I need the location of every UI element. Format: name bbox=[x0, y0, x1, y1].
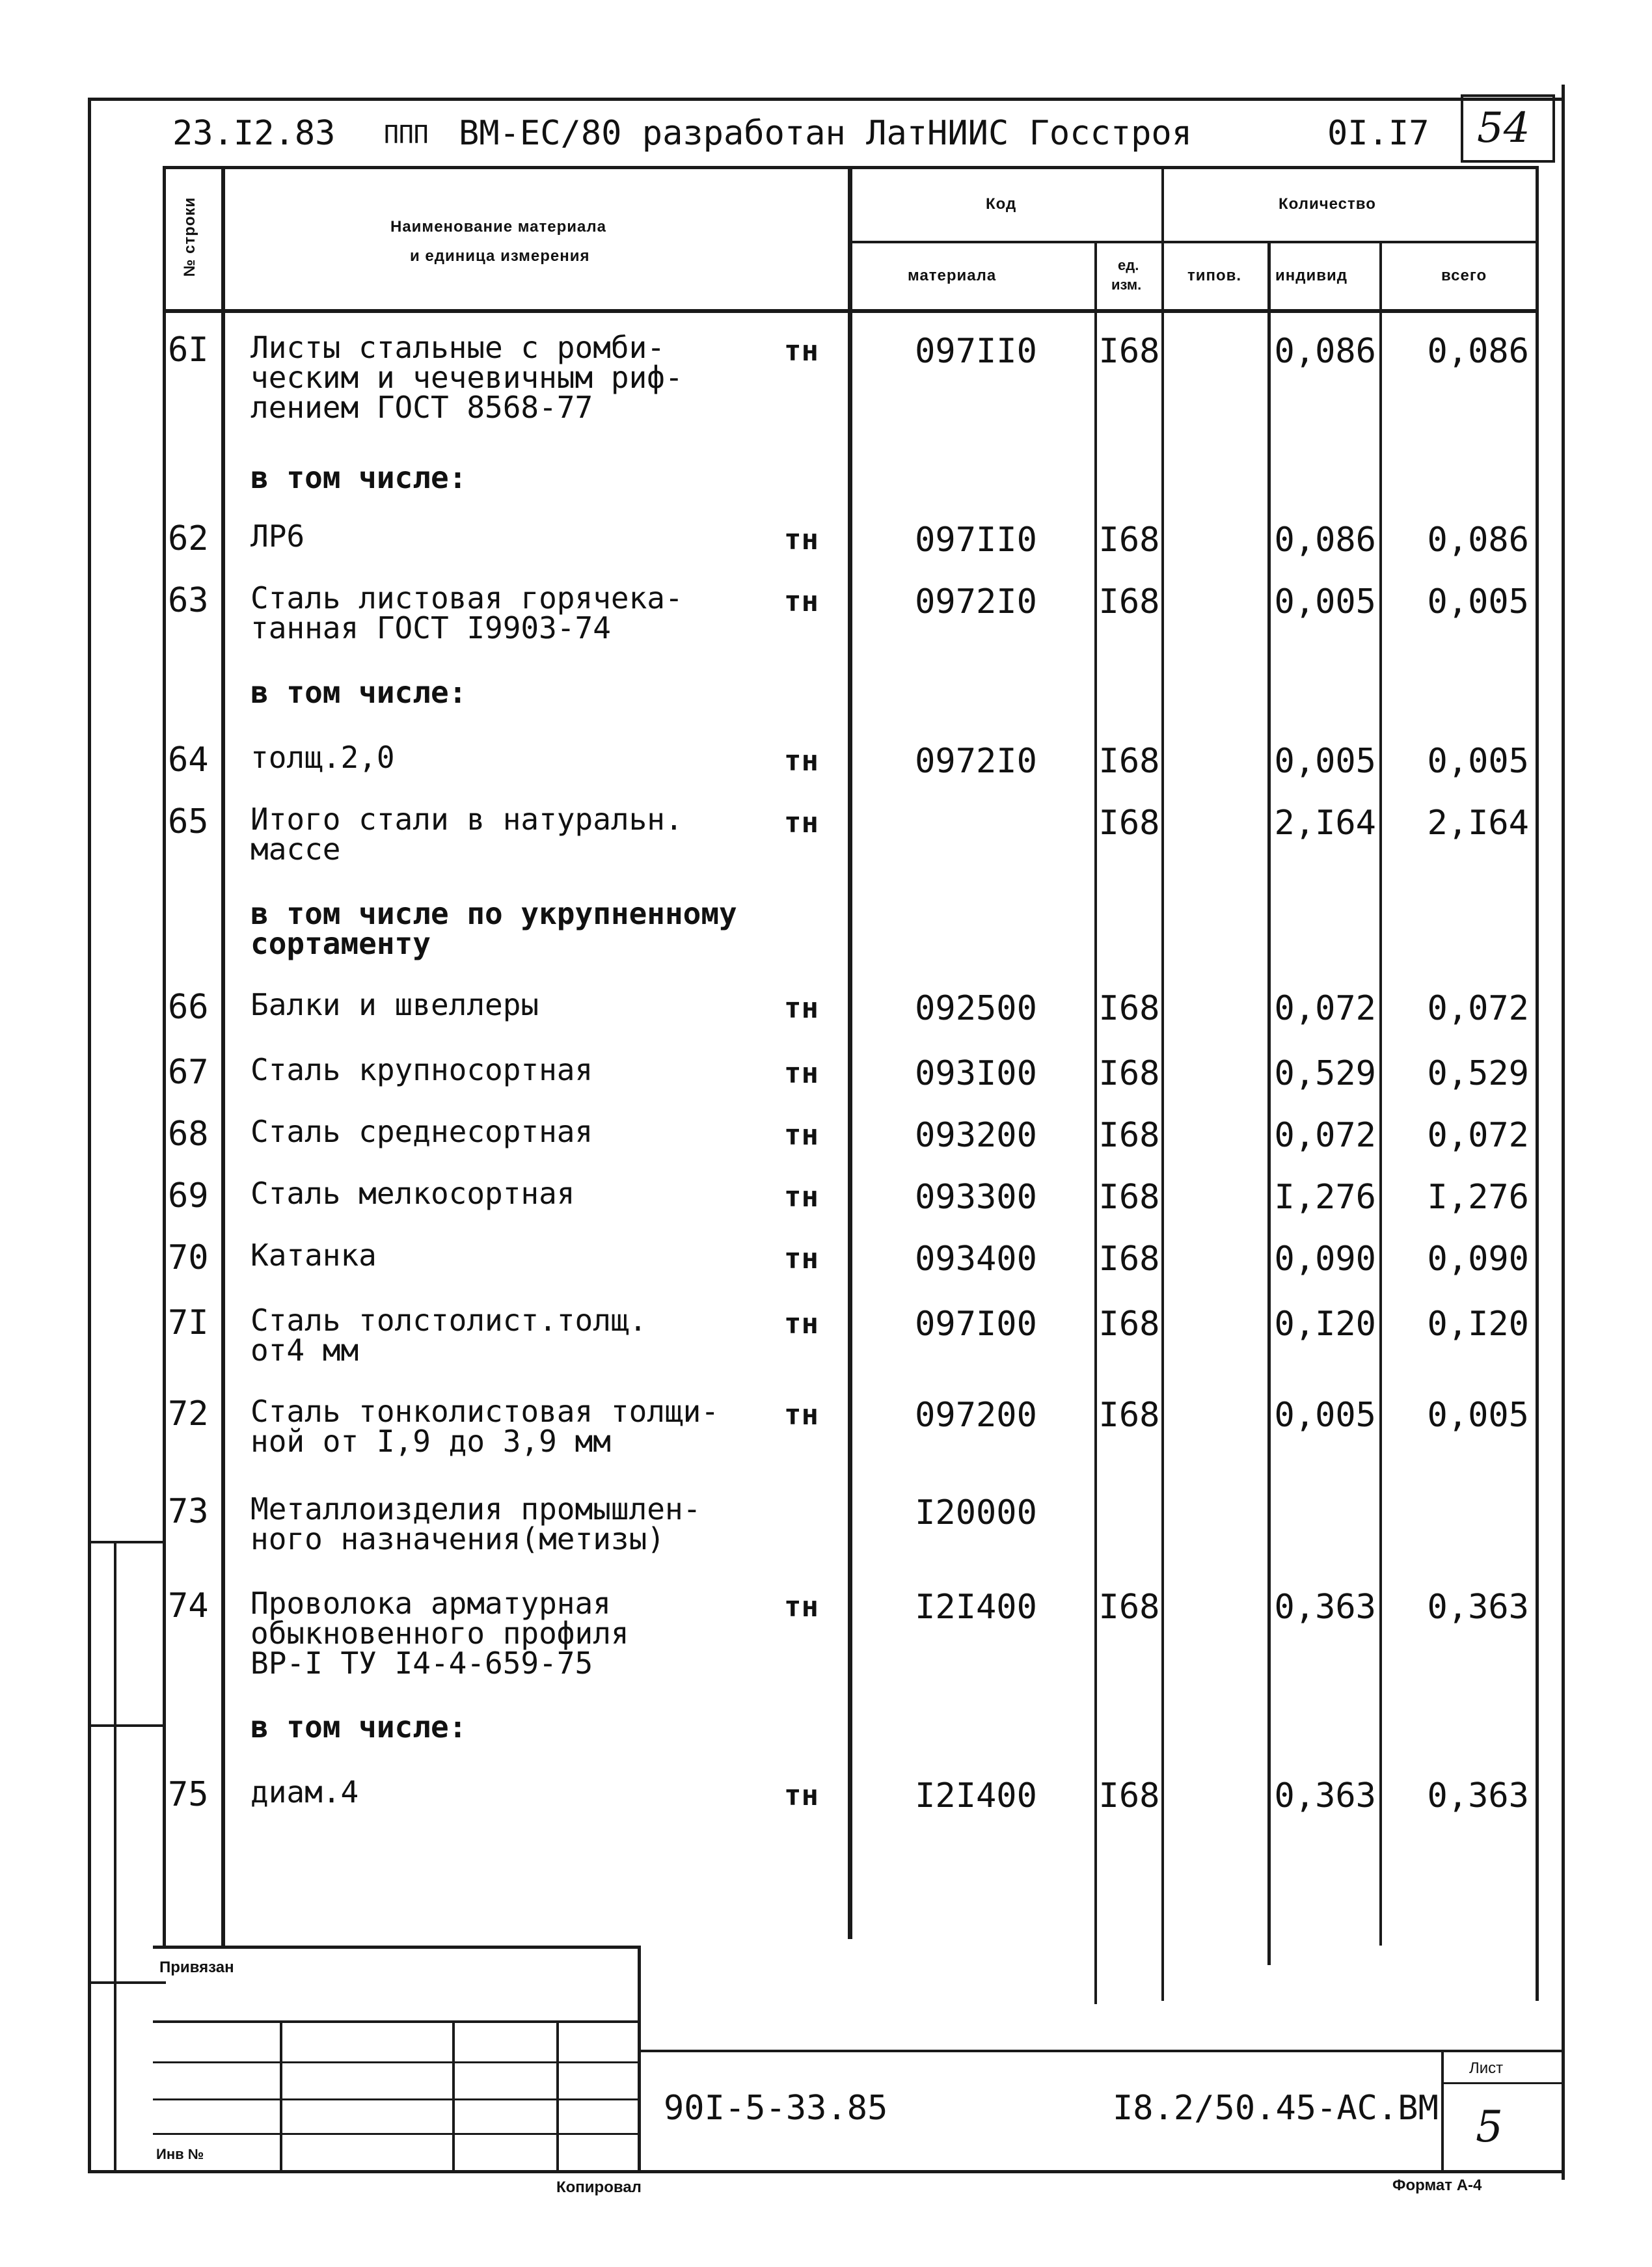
cell-ind: 0,005 bbox=[1274, 582, 1376, 621]
cell-code: 093200 bbox=[915, 1116, 1037, 1155]
header-mark: ППП bbox=[384, 120, 429, 149]
header-subline bbox=[848, 241, 1537, 243]
stamp-grid-4 bbox=[153, 2133, 641, 2135]
stamp-top bbox=[153, 1946, 641, 1949]
material-name-line: Листы стальные с ромби- bbox=[251, 330, 665, 365]
material-name-line: Сталь листовая горячека- bbox=[251, 580, 683, 616]
header-page-handwritten: 54 bbox=[1477, 104, 1530, 152]
header-qty-group: Количество bbox=[1279, 195, 1376, 213]
cell-uom: I68 bbox=[1098, 332, 1160, 371]
material-name-line: ческим и чечевичным риф- bbox=[251, 360, 683, 395]
unit-text: тн bbox=[784, 1119, 819, 1152]
cell-code: 093400 bbox=[915, 1240, 1037, 1279]
cell-tot: 0,072 bbox=[1427, 1116, 1529, 1155]
material-name-line: танная ГОСТ I9903-74 bbox=[251, 610, 611, 645]
row-number: 73 bbox=[168, 1492, 209, 1531]
row-number: 68 bbox=[168, 1115, 209, 1154]
row-number: 62 bbox=[168, 519, 209, 558]
row-number: 75 bbox=[168, 1775, 209, 1814]
material-name-line: лением ГОСТ 8568-77 bbox=[251, 390, 593, 425]
cell-ind: I,276 bbox=[1274, 1178, 1376, 1217]
margin-low-line bbox=[88, 1981, 166, 1984]
cell-ind: 0,529 bbox=[1274, 1054, 1376, 1093]
unit-text: тн bbox=[784, 744, 819, 778]
stamp-doc-code: 90I-5-33.85 bbox=[664, 2089, 888, 2128]
material-name-line: толщ.2,0 bbox=[251, 740, 395, 775]
material-name-line: Сталь мелкосортная bbox=[251, 1176, 575, 1211]
row-number: 67 bbox=[168, 1053, 209, 1092]
row-number: 64 bbox=[168, 740, 209, 780]
row-number: 72 bbox=[168, 1394, 209, 1433]
subheading-text: в том числе: bbox=[251, 460, 467, 495]
material-name-line: Металлоизделия промышлен- bbox=[251, 1491, 701, 1527]
cell-ind: 0,I20 bbox=[1274, 1305, 1376, 1344]
row-number: 74 bbox=[168, 1586, 209, 1625]
stamp-project-code: I8.2/50.45-АС.ВМ bbox=[1113, 2089, 1439, 2128]
header-name-line1: Наименование материала bbox=[390, 218, 606, 236]
cell-tot: 0,005 bbox=[1427, 742, 1529, 781]
unit-text: тн bbox=[784, 334, 819, 368]
stamp-sheet-mid bbox=[1441, 2082, 1565, 2084]
material-name-line: Сталь среднесортная bbox=[251, 1114, 593, 1149]
cell-uom: I68 bbox=[1098, 1305, 1160, 1344]
material-name-line: обыкновенного профиля bbox=[251, 1616, 629, 1651]
stamp-attached-label: Привязан bbox=[159, 1959, 234, 1976]
header-qty-individual: индивид bbox=[1275, 267, 1347, 284]
frame-top bbox=[88, 98, 1565, 101]
cell-ind: 0,072 bbox=[1274, 1116, 1376, 1155]
cell-uom: I68 bbox=[1098, 804, 1160, 843]
stamp-grid-v2 bbox=[452, 2020, 455, 2173]
header-date: 23.I2.83 bbox=[172, 114, 336, 153]
cell-code: 0972I0 bbox=[915, 742, 1037, 781]
subheading-text: в том числе по укрупненному bbox=[251, 896, 737, 931]
cell-code: 092500 bbox=[915, 989, 1037, 1028]
material-name-line: Балки и швеллеры bbox=[251, 987, 539, 1022]
unit-text: тн bbox=[784, 992, 819, 1025]
col-uom-divider bbox=[1094, 241, 1097, 2004]
cell-code: I20000 bbox=[915, 1493, 1037, 1532]
cell-code: I2I400 bbox=[915, 1588, 1037, 1627]
cell-ind: 0,005 bbox=[1274, 742, 1376, 781]
cell-tot: 0,529 bbox=[1427, 1054, 1529, 1093]
material-name-line: Сталь толстолист.толщ. bbox=[251, 1303, 647, 1338]
material-name-line: ВР-I ТУ I4-4-659-75 bbox=[251, 1646, 593, 1681]
cell-tot: 0,363 bbox=[1427, 1588, 1529, 1627]
cell-tot: 0,005 bbox=[1427, 1396, 1529, 1435]
stamp-sheet-left bbox=[1441, 2050, 1444, 2173]
header-name-line2: и единица измерения bbox=[410, 247, 590, 265]
stamp-sheet-no: 5 bbox=[1476, 2102, 1503, 2152]
cell-uom: I68 bbox=[1098, 1178, 1160, 1217]
material-name-line: ного назначения(метизы) bbox=[251, 1521, 665, 1556]
header-code-unit-2: изм. bbox=[1111, 277, 1142, 293]
material-name-line: массе bbox=[251, 832, 341, 867]
cell-tot: 0,090 bbox=[1427, 1240, 1529, 1279]
cell-ind: 0,086 bbox=[1274, 332, 1376, 371]
row-number: 65 bbox=[168, 802, 209, 841]
margin-top-line bbox=[88, 1541, 166, 1543]
subheading-text: сортаменту bbox=[251, 926, 431, 961]
cell-tot: 0,086 bbox=[1427, 521, 1529, 560]
stamp-grid-2 bbox=[153, 2061, 641, 2063]
cell-tot: 0,I20 bbox=[1427, 1305, 1529, 1344]
unit-text: тн bbox=[784, 806, 819, 839]
unit-text: тн bbox=[784, 1779, 819, 1812]
cell-uom: I68 bbox=[1098, 742, 1160, 781]
cell-code: 097II0 bbox=[915, 521, 1037, 560]
row-number: 63 bbox=[168, 581, 209, 620]
cell-code: 097200 bbox=[915, 1396, 1037, 1435]
cell-code: I2I400 bbox=[915, 1776, 1037, 1815]
cell-ind: 0,072 bbox=[1274, 989, 1376, 1028]
cell-code: 097II0 bbox=[915, 332, 1037, 371]
cell-code: 097I00 bbox=[915, 1305, 1037, 1344]
cell-uom: I68 bbox=[1098, 1240, 1160, 1279]
unit-text: тн bbox=[784, 1057, 819, 1090]
header-row-no: № строки bbox=[181, 197, 198, 277]
unit-text: тн bbox=[784, 1307, 819, 1340]
cell-code: 093300 bbox=[915, 1178, 1037, 1217]
col-qty-divider bbox=[1161, 166, 1164, 2001]
stamp-grid-v3 bbox=[556, 2020, 559, 2173]
footer-format: Формат А-4 bbox=[1392, 2177, 1482, 2194]
col-typ-divider bbox=[1267, 241, 1271, 1965]
cell-tot: 0,363 bbox=[1427, 1776, 1529, 1815]
subheading-text: в том числе: bbox=[251, 675, 467, 710]
cell-code: 0972I0 bbox=[915, 582, 1037, 621]
table-left bbox=[163, 166, 166, 1949]
cell-ind: 0,086 bbox=[1274, 521, 1376, 560]
cell-ind: 0,363 bbox=[1274, 1776, 1376, 1815]
row-number: 69 bbox=[168, 1176, 209, 1215]
cell-tot: 0,086 bbox=[1427, 332, 1529, 371]
cell-tot: 2,I64 bbox=[1427, 804, 1529, 843]
unit-text: тн bbox=[784, 1180, 819, 1214]
unit-text: тн bbox=[784, 585, 819, 618]
header-qty-total: всего bbox=[1441, 267, 1487, 284]
stamp-grid-top bbox=[153, 2020, 641, 2023]
header-title: ВМ-ЕС/80 разработан ЛатНИИС Госстроя bbox=[459, 114, 1193, 153]
frame-bottom bbox=[88, 2170, 1565, 2173]
material-name-line: диам.4 bbox=[251, 1774, 359, 1810]
stamp-main-top bbox=[638, 2050, 1562, 2052]
unit-text: тн bbox=[784, 1590, 819, 1623]
cell-ind: 0,363 bbox=[1274, 1588, 1376, 1627]
cell-ind: 0,090 bbox=[1274, 1240, 1376, 1279]
stamp-inv-label: Инв № bbox=[156, 2146, 204, 2162]
stamp-grid-v1 bbox=[280, 2020, 282, 2173]
margin-vertical bbox=[114, 1541, 116, 2172]
material-name-line: Катанка bbox=[251, 1238, 377, 1273]
unit-text: тн bbox=[784, 523, 819, 556]
cell-tot: 0,072 bbox=[1427, 989, 1529, 1028]
row-number: 70 bbox=[168, 1238, 209, 1277]
subheading-text: в том числе: bbox=[251, 1709, 467, 1744]
unit-text: тн bbox=[784, 1398, 819, 1432]
header-code-group: Код bbox=[986, 195, 1017, 213]
col-name-divider bbox=[221, 166, 225, 1949]
col-ind-divider bbox=[1379, 241, 1382, 1946]
cell-uom: I68 bbox=[1098, 582, 1160, 621]
header-code-material: материала bbox=[908, 267, 997, 284]
material-name-line: Проволока арматурная bbox=[251, 1586, 611, 1621]
unit-text: тн bbox=[784, 1242, 819, 1275]
material-name-line: Сталь тонколистовая толщи- bbox=[251, 1394, 720, 1429]
cell-uom: I68 bbox=[1098, 1054, 1160, 1093]
cell-tot: 0,005 bbox=[1427, 582, 1529, 621]
row-number: 6I bbox=[168, 331, 209, 370]
stamp-sheet-label: Лист bbox=[1469, 2059, 1504, 2077]
table-right bbox=[1536, 166, 1539, 2001]
cell-ind: 0,005 bbox=[1274, 1396, 1376, 1435]
cell-uom: I68 bbox=[1098, 1776, 1160, 1815]
header-qty-typical: типов. bbox=[1187, 267, 1242, 284]
material-name-line: ЛР6 bbox=[251, 519, 305, 554]
cell-uom: I68 bbox=[1098, 521, 1160, 560]
cell-ind: 2,I64 bbox=[1274, 804, 1376, 843]
material-name-line: от4 мм bbox=[251, 1333, 359, 1368]
footer-copied: Копировал bbox=[556, 2179, 642, 2196]
cell-uom: I68 bbox=[1098, 1588, 1160, 1627]
col-code-divider bbox=[848, 166, 852, 1939]
row-number: 66 bbox=[168, 988, 209, 1027]
stamp-grid-3 bbox=[153, 2098, 641, 2100]
stamp-attached-right bbox=[638, 1946, 641, 2173]
frame-right bbox=[1562, 85, 1565, 2180]
material-name-line: ной от I,9 до 3,9 мм bbox=[251, 1424, 611, 1459]
header-code-unit-1: ед. bbox=[1118, 257, 1139, 273]
cell-code: 093I00 bbox=[915, 1054, 1037, 1093]
margin-mid-line bbox=[88, 1724, 166, 1727]
cell-uom: I68 bbox=[1098, 1396, 1160, 1435]
row-number: 7I bbox=[168, 1303, 209, 1342]
cell-tot: I,276 bbox=[1427, 1178, 1529, 1217]
cell-uom: I68 bbox=[1098, 989, 1160, 1028]
material-name-line: Сталь крупносортная bbox=[251, 1052, 593, 1087]
header-code: 0I.I7 bbox=[1327, 114, 1429, 153]
cell-uom: I68 bbox=[1098, 1116, 1160, 1155]
material-name-line: Итого стали в натуральн. bbox=[251, 802, 683, 837]
frame-left bbox=[88, 98, 91, 2173]
